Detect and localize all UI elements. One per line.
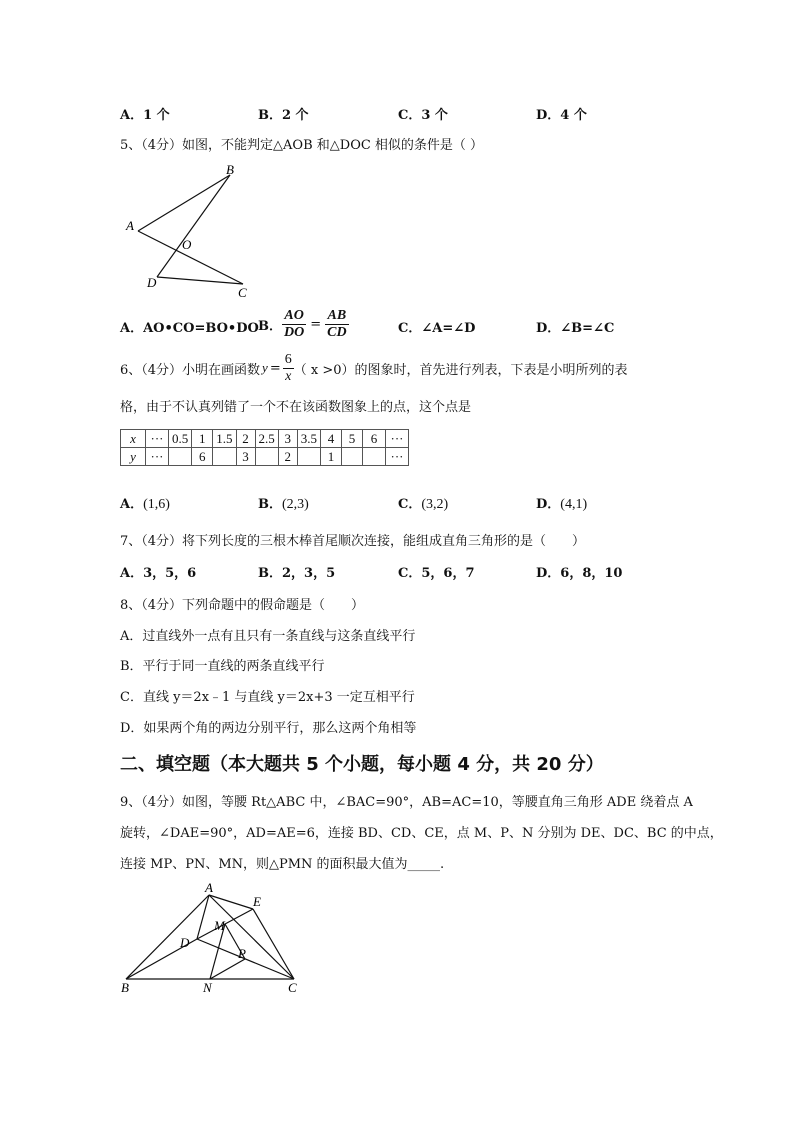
table-cell: 1.5 [213,430,236,448]
q5-segment-bd [157,175,230,277]
q5-option-b-fraction-2 [325,308,348,341]
q8-option-c: C．直线 y＝2x﹣1 与直线 y＝2x+3 一定互相平行 [120,690,415,705]
q4-option-c: C．3 个 [398,108,448,123]
q6-function-equals: = [269,360,281,376]
q6-option-d [536,493,587,513]
q5-figure [120,160,260,300]
q5-option-a: A．AO•CO=BO•DO [120,321,259,336]
q6-stem [120,348,628,388]
q9-line2: 旋转，∠DAE=90°，AD=AE=6，连接 BD、CD、CE，点 M、P、N 分别为 DE、DC、BC 的中点， [120,826,723,841]
q9-figure [118,880,303,998]
q6-function-denominator: x [285,368,292,384]
q9-label-e: E [253,894,261,909]
q5-label-c: C [238,285,247,300]
q8-option-d: D．如果两个角的两边分别平行，那么这两个角相等 [120,721,417,736]
q7-option-d: D．6，8，10 [536,566,623,581]
q6-option-b-value: (2,3) [282,497,309,512]
q5-option-b-fraction-1 [282,308,306,341]
q4-option-a: A．1 个 [120,108,170,123]
table-cell: 6 [192,448,213,466]
table-cell: 3 [278,430,297,448]
table-cell [363,448,386,466]
q5-segment-ab [138,175,230,231]
table-row-x [121,430,409,448]
q6-function-y: y [262,360,268,375]
table-cell: ··· [386,430,409,448]
q7-stem: 7、（4分）将下列长度的三根木棒首尾顺次连接，能组成直角三角形的是（ ） [120,534,586,549]
table-cell: 1 [321,448,342,466]
table-cell: 3.5 [297,430,320,448]
table-cell [213,448,236,466]
table-cell [169,448,192,466]
table-cell: ··· [146,448,169,466]
q6-option-a [120,493,170,513]
q5-option-b [258,304,349,344]
q9-label-d: D [180,935,190,950]
table-cell: ··· [386,448,409,466]
q5-frac2-denominator: CD [327,324,347,340]
q5-stem: 5、（4分）如图，不能判定△AOB 和△DOC 相似的条件是（ ） [120,138,484,153]
q7-option-b: B．2，3，5 [258,566,336,581]
q6-option-a-label: A． [120,497,144,512]
q9-line3: 连接 MP、PN、MN，则△PMN 的面积最大值为_____. [120,857,445,872]
q5-label-o: O [182,237,192,252]
table-cell [255,448,278,466]
table-cell: 6 [363,430,386,448]
q4-option-b: B．2 个 [258,108,309,123]
table-cell: 4 [321,430,342,448]
table-cell: x [121,430,146,448]
q6-function-fraction [283,352,294,385]
q8-option-a: A．过直线外一点有且只有一条直线与这条直线平行 [120,629,416,644]
q9-label-b: B [121,980,129,995]
q5-frac2-numerator: AB [325,308,348,325]
table-cell: 5 [342,430,363,448]
q6-option-b-label: B． [258,497,282,512]
q6-option-d-value: (4,1) [560,497,588,512]
q5-option-b-label: B． [258,318,282,334]
q6-option-b [258,493,309,513]
q9-label-p: P [238,946,246,961]
q9-line1: 9、（4分）如图，等腰 Rt△ABC 中，∠BAC=90°，AB=AC=10，等腰直角三角形 ADE 绕着点 A [120,795,693,810]
table-cell [342,448,363,466]
table-cell: 3 [236,448,255,466]
q5-frac1-denominator: DO [284,324,305,340]
section-heading-fill-in: 二、填空题（本大题共 5 个小题，每小题 4 分，共 20 分） [120,754,604,775]
q5-option-c: C．∠A=∠D [398,321,476,336]
table-cell: 2.5 [255,430,278,448]
table-cell: 2 [278,448,297,466]
q4-option-d: D．4 个 [536,108,587,123]
table-cell: ··· [146,430,169,448]
q6-function-numerator: 6 [284,351,292,367]
table-cell [297,448,320,466]
q6-stem-line2: 格，由于不认真列错了一个不在该函数图象上的点，这个点是 [120,400,472,415]
table-row-y [121,448,409,466]
q5-option-b-equals: = [310,316,322,332]
q9-label-n: N [203,980,212,995]
q6-option-c [398,493,448,513]
q8-option-b: B．平行于同一直线的两条直线平行 [120,659,325,674]
q6-stem-prefix: 6、（4分）小明在画函数 [120,362,261,378]
q5-option-d: D．∠B=∠C [536,321,615,336]
q9-label-m: M [214,918,225,933]
q6-stem-condition: （ x >0）的图象时，首先进行列表，下表是小明所列的表 [293,362,628,378]
q9-label-a: A [205,880,213,895]
q5-label-d: D [147,275,157,290]
q5-frac1-numerator: AO [282,308,306,325]
q6-option-a-value: (1,6) [143,497,170,512]
table-cell: 0.5 [169,430,192,448]
q7-option-c: C．5，6，7 [398,566,475,581]
table-cell: y [121,448,146,466]
q5-label-a: A [126,218,134,233]
q8-stem: 8、（4分）下列命题中的假命题是（ ） [120,598,365,613]
q9-label-c: C [288,980,297,995]
q5-label-b: B [226,162,234,177]
q9-segment-ab [126,895,209,979]
q7-option-a: A．3，5，6 [120,566,197,581]
table-cell: 2 [236,430,255,448]
q6-option-c-label: C． [398,497,422,512]
table-cell: 1 [192,430,213,448]
q6-value-table [120,429,409,466]
q6-option-d-label: D． [536,497,561,512]
q6-option-c-value: (3,2) [421,497,449,512]
